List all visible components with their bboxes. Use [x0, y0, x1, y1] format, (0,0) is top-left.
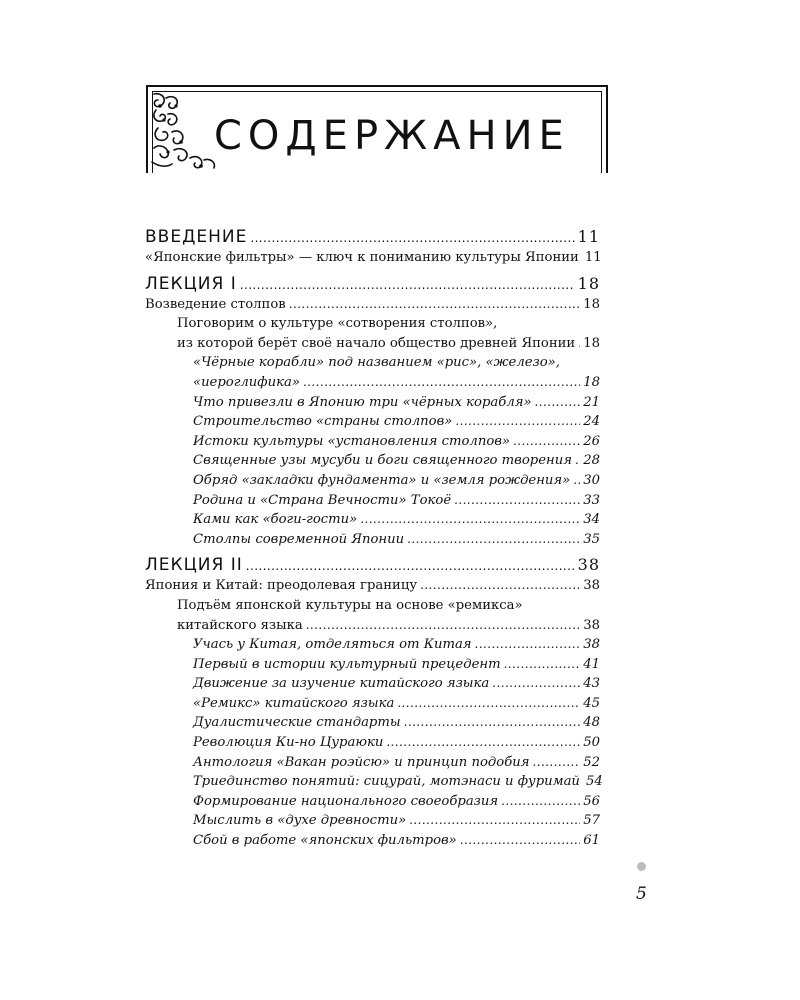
toc-entry-title: ЛЕКЦИЯ I	[145, 273, 237, 294]
toc-entry-page: 38	[583, 617, 600, 633]
toc-entry[interactable]	[145, 248, 600, 268]
toc-leader-dots	[575, 451, 580, 471]
toc-entry-page: 18	[577, 273, 600, 293]
toc-entry[interactable]	[145, 314, 600, 334]
toc-entry-title: Поговорим о культуре «сотворения столпов»,	[177, 316, 498, 332]
toc-leader-dots	[513, 432, 580, 452]
toc-entry-title: Столпы современной Японии	[193, 531, 405, 547]
toc-leader-dots	[455, 412, 580, 432]
toc-entry[interactable]	[145, 733, 600, 753]
toc-entry-title: Триединство понятий: сицурай, мотэнаси и фуримай	[193, 774, 580, 790]
toc-leader-dots	[454, 491, 580, 511]
toc-entry[interactable]	[145, 694, 600, 714]
toc-entry[interactable]	[145, 576, 600, 596]
toc-leader-dots	[573, 471, 580, 491]
toc-entry-title: «иероглифика»	[193, 374, 300, 390]
toc-entry-page: 41	[583, 656, 600, 672]
toc-entry[interactable]	[145, 373, 600, 393]
gray-dot-marker	[637, 862, 646, 871]
toc-entry[interactable]	[145, 471, 600, 491]
table-of-contents	[145, 225, 603, 851]
toc-entry[interactable]	[145, 616, 600, 636]
toc-entry[interactable]	[145, 772, 603, 792]
toc-entry-title: Священные узы мусуби и боги священного творения	[193, 453, 572, 469]
toc-entry[interactable]	[145, 491, 600, 511]
toc-leader-dots	[409, 811, 580, 831]
toc-entry-title: Обряд «закладки фундамента» и «земля рождения»	[193, 472, 571, 488]
toc-entry[interactable]	[145, 451, 600, 471]
toc-entry-title: Родина и «Страна Вечности» Токоё	[193, 492, 452, 508]
toc-entry-page: 38	[583, 637, 600, 653]
toc-entry[interactable]	[145, 596, 600, 616]
toc-entry-title: «Ремикс» китайского языка	[193, 695, 395, 711]
toc-entry[interactable]	[145, 295, 600, 315]
toc-leader-dots	[460, 831, 580, 851]
toc-leader-dots	[303, 373, 580, 393]
toc-leader-dots	[420, 576, 580, 596]
toc-entry[interactable]	[145, 831, 600, 851]
toc-entry-page: 21	[583, 394, 600, 410]
toc-part-heading[interactable]	[145, 225, 600, 248]
toc-entry[interactable]	[145, 432, 600, 452]
toc-entry-title: Учась у Китая, отделяться от Китая	[193, 637, 472, 653]
toc-entry-page: 43	[583, 676, 600, 692]
toc-leader-dots	[404, 713, 581, 733]
floral-ornament-icon	[146, 88, 222, 172]
toc-entry[interactable]	[145, 674, 600, 694]
toc-entry-page: 11	[584, 250, 602, 265]
toc-entry-title: Дуалистические стандарты	[193, 715, 401, 731]
toc-leader-dots	[532, 753, 580, 773]
toc-entry-page: 11	[577, 227, 600, 246]
page-title: СОДЕРЖАНИЕ	[214, 113, 570, 159]
toc-part-heading[interactable]	[145, 272, 600, 295]
toc-entry-title: Возведение столпов	[145, 296, 286, 312]
toc-entry[interactable]	[145, 792, 600, 812]
toc-leader-dots	[386, 733, 580, 753]
toc-entry-page: 50	[583, 735, 600, 751]
toc-entry-page: 56	[583, 793, 600, 809]
toc-leader-dots	[407, 530, 580, 550]
toc-entry-page: 18	[583, 335, 600, 351]
toc-entry-title: из которой берёт своё начало общество древней Японии	[177, 335, 576, 351]
toc-entry-page: 54	[585, 774, 603, 790]
toc-entry-title: Мыслить в «духе древности»	[193, 813, 407, 829]
toc-entry-page: 28	[583, 453, 600, 469]
toc-entry[interactable]	[145, 334, 600, 354]
toc-entry-page: 26	[583, 433, 600, 449]
toc-entry-page: 24	[583, 414, 600, 430]
toc-entry[interactable]	[145, 811, 600, 831]
toc-leader-dots	[475, 635, 581, 655]
toc-entry[interactable]	[145, 753, 600, 773]
toc-entry-page: 34	[583, 512, 600, 528]
toc-leader-dots	[360, 510, 580, 530]
toc-entry-title: Япония и Китай: преодолевая границу	[145, 578, 418, 594]
toc-part-heading[interactable]	[145, 553, 600, 576]
toc-entry-title: Ками как «боги-гости»	[193, 512, 358, 528]
toc-leader-dots	[578, 334, 580, 354]
toc-leader-dots	[289, 295, 581, 315]
toc-entry-title: китайского языка	[177, 617, 303, 633]
toc-leader-dots	[250, 226, 574, 249]
toc-entry-page: 57	[583, 813, 600, 829]
toc-entry-page: 38	[577, 555, 600, 575]
toc-leader-dots	[501, 792, 580, 812]
toc-entry-page: 45	[583, 695, 600, 711]
toc-entry-title: Движение за изучение китайского языка	[193, 676, 490, 692]
toc-leader-dots	[397, 694, 580, 714]
toc-entry-title: Антология «Вакан роэйсю» и принцип подобия	[193, 754, 530, 770]
toc-entry[interactable]	[145, 713, 600, 733]
toc-leader-dots	[306, 616, 581, 636]
toc-entry-page: 52	[583, 754, 600, 770]
toc-entry[interactable]	[145, 635, 600, 655]
toc-entry-page: 30	[583, 472, 600, 488]
toc-entry[interactable]	[145, 530, 600, 550]
toc-entry[interactable]	[145, 655, 600, 675]
toc-entry-title: ЛЕКЦИЯ II	[145, 555, 243, 576]
toc-leader-dots	[535, 393, 581, 413]
toc-leader-dots	[492, 674, 580, 694]
toc-entry-page: 35	[583, 531, 600, 547]
toc-entry-title: Подъём японской культуры на основе «ремикса»	[177, 597, 523, 613]
toc-leader-dots	[504, 655, 581, 675]
toc-entry-title: «Чёрные корабли» под названием «рис», «железо»,	[193, 355, 560, 371]
toc-entry-title: Что привезли в Японию три «чёрных корабля»	[193, 394, 532, 410]
toc-entry-title: Истоки культуры «установления столпов»	[193, 433, 511, 449]
toc-entry-page: 48	[583, 715, 600, 731]
toc-entry-title: Революция Ки-но Цураюки	[193, 735, 384, 751]
toc-entry-title: Формирование национального своеобразия	[193, 793, 499, 809]
toc-entry-page: 33	[583, 492, 600, 508]
toc-entry-page: 18	[583, 296, 600, 312]
toc-entry-title: Первый в истории культурный прецедент	[193, 656, 501, 672]
toc-entry-page: 38	[583, 578, 600, 594]
toc-entry-title: Сбой в работе «японских фильтров»	[193, 833, 457, 849]
toc-entry-page: 61	[583, 833, 600, 849]
toc-entry[interactable]	[145, 393, 600, 413]
toc-entry-title: ВВЕДЕНИЕ	[145, 227, 248, 247]
toc-entry[interactable]	[145, 510, 600, 530]
toc-entry[interactable]	[145, 412, 600, 432]
toc-entry[interactable]	[145, 353, 600, 373]
toc-leader-dots	[240, 273, 575, 296]
toc-entry-title: Строительство «страны столпов»	[193, 414, 453, 430]
toc-entry-title: «Японские фильтры» — ключ к пониманию культуры Японии	[145, 250, 579, 265]
toc-entry-page: 18	[583, 374, 600, 390]
toc-leader-dots	[246, 554, 575, 577]
page-number: 5	[636, 884, 647, 904]
